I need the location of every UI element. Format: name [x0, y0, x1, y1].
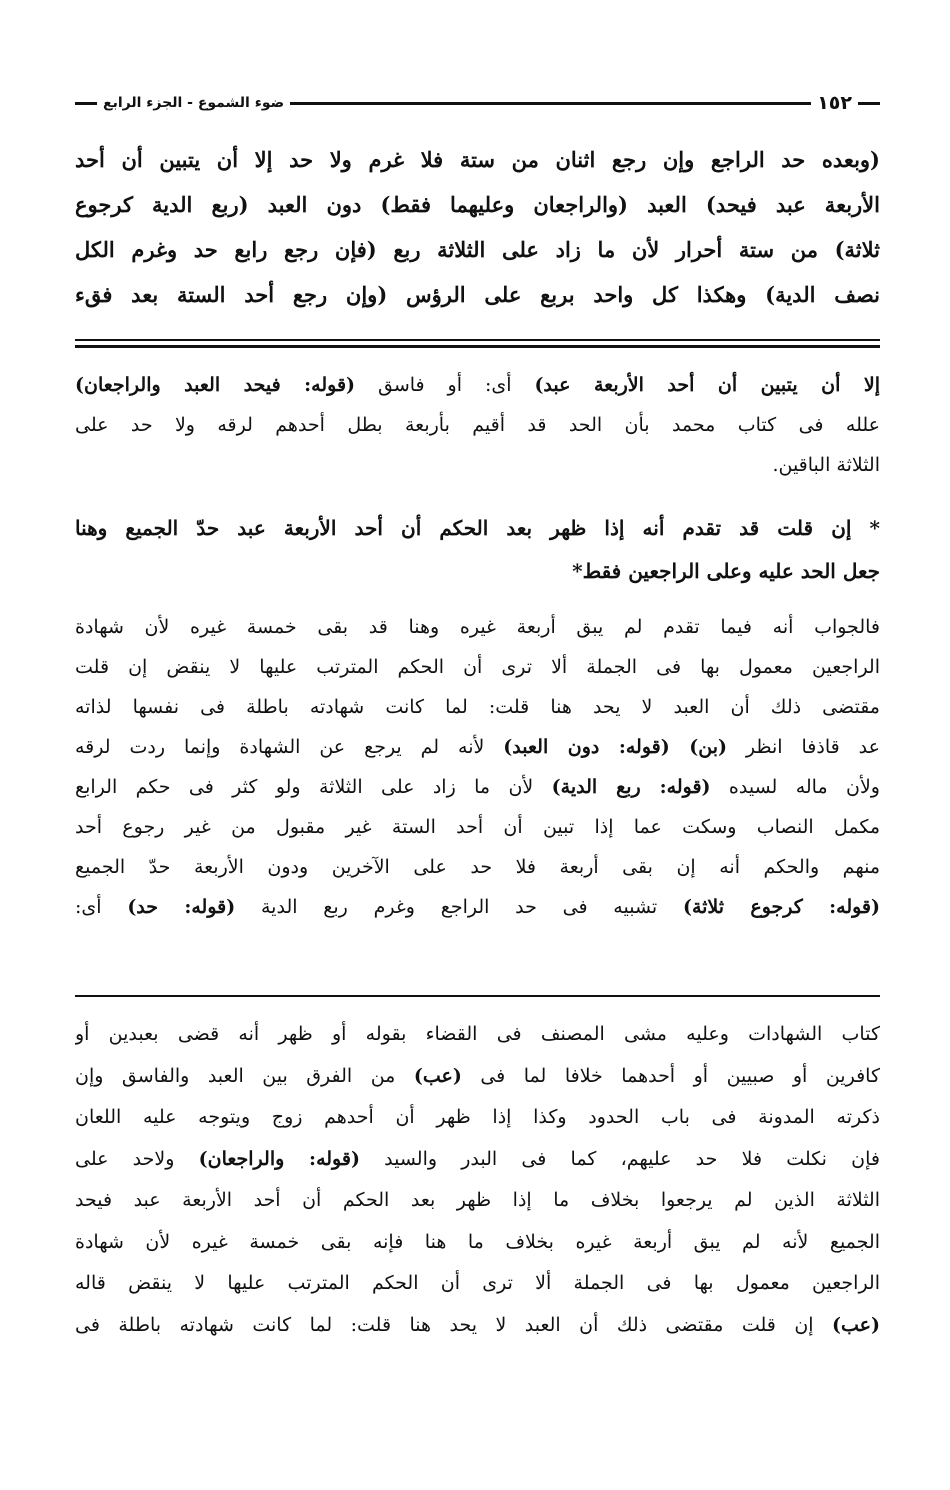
header-dash	[858, 102, 880, 105]
text-line	[75, 1139, 880, 1181]
bold-quote-segment: * إن قلت قد تقدم أنه إذا ظهر بعد الحكم أن أحد الأربعة عبد حدّ الجميع وهنا	[75, 516, 880, 540]
text-line	[75, 687, 880, 727]
commentary	[75, 365, 880, 927]
text-line	[75, 1180, 880, 1222]
page-number: ١٥٢	[817, 92, 852, 114]
page-header	[75, 90, 880, 116]
header-dash	[75, 102, 97, 105]
text-segment: علله فى كتاب محمد بأن الحد قد أقيم بأربعة بطل أحدهم لرقه ولا حد على	[75, 414, 880, 436]
text-segment: الراجعين معمول بها فى الجملة ألا ترى أن الحكم المترتب عليها لا ينقض إن قلت	[75, 656, 880, 678]
text-segment: لأن ما زاد على الثلاثة ولو كثر فى حكم الرابع	[75, 776, 552, 798]
text-line	[75, 807, 880, 847]
text-segment: الثلاثة الذين لم يرجعوا بخلاف ما إذا ظهر بعد الحكم أن أحد الأربعة عبد فيحد	[75, 1189, 880, 1211]
bold-quote-segment: (وبعده حد الراجع وإن رجع اثنان من ستة فلا غرم ولا حد إلا أن يتبين أن أحد	[75, 147, 880, 172]
text-segment: لأنه لم يرجع عن الشهادة وإنما ردت لرقه	[75, 736, 504, 758]
text-segment: أى:	[75, 896, 128, 918]
text-segment: تشبيه فى حد الراجع وغرم ربع الدية	[235, 896, 683, 918]
spacer	[75, 485, 880, 507]
running-title: ضوء الشموع - الجزء الرابع	[103, 95, 285, 111]
bold-quote-segment: الأربعة عبد فيحد) العبد (والراجعان وعليهما فقط) دون العبد (ربع الدية كرجوع	[75, 192, 880, 217]
text-line	[75, 607, 880, 647]
text-line	[75, 1305, 880, 1347]
text-line	[75, 272, 880, 317]
text-segment: كافرين أو صبيين أو أحدهما خلافا لما فى	[461, 1064, 880, 1087]
text-line	[75, 647, 880, 687]
text-segment: مقتضى ذلك أن العبد لا يحد هنا قلت: لما كانت شهادته باطلة فى نفسها لذاته	[75, 696, 880, 718]
text-segment: منهم والحكم أنه إن بقى أربعة فلا حد على الآخرين ودون الأربعة حدّ الجميع	[75, 856, 880, 878]
text-line	[75, 727, 880, 767]
text-segment: الراجعين معمول بها فى الجملة ألا ترى أن الحكم المترتب عليها لا ينقض قاله	[75, 1272, 880, 1294]
text-line	[75, 182, 880, 227]
text-segment: فالجواب أنه فيما تقدم لم يبق أربعة غيره وهنا قد بقى خمسة غيره لأن شهادة	[75, 616, 880, 638]
text-segment: الجميع لأنه لم يبق أربعة غيره بخلاف ما هنا فإنه بقى خمسة غيره لأن شهادة	[75, 1230, 880, 1253]
text-segment: مكمل النصاب وسكت عما إذا تبين أن أحد الستة غير مقبول من غير رجوع أحد	[75, 816, 880, 838]
text-segment: عد قاذفا انظر	[726, 736, 880, 758]
text-line	[75, 550, 880, 593]
bold-quote-segment: (قوله: فيحد العبد والراجعان)	[75, 374, 356, 396]
main-text	[75, 137, 880, 317]
text-line	[75, 1056, 880, 1098]
text-segment: ولأن ماله لسيده	[710, 776, 880, 798]
text-line	[75, 767, 880, 807]
text-line	[75, 1097, 880, 1139]
text-segment: أى: أو فاسق	[355, 374, 535, 396]
text-line	[75, 1222, 880, 1264]
double-rule-bottom	[75, 345, 880, 348]
text-line	[75, 365, 880, 405]
bold-quote-segment: (قوله: والراجعان)	[198, 1147, 360, 1170]
bold-quote-segment: (عب)	[832, 1313, 880, 1336]
text-segment: من الفرق بين العبد والفاسق وإن	[75, 1064, 414, 1087]
text-segment: ولاحد على	[75, 1147, 199, 1170]
footnote-rule	[75, 995, 880, 997]
text-line	[75, 405, 880, 445]
text-line	[75, 847, 880, 887]
footnote	[75, 1014, 880, 1346]
bold-quote-segment: (قوله: حد)	[127, 896, 236, 918]
text-line	[75, 887, 880, 927]
text-line	[75, 227, 880, 272]
text-segment: الثلاثة الباقين.	[772, 454, 880, 476]
text-line	[75, 1263, 880, 1305]
bold-quote-segment: ثلاثة) من ستة أحرار لأن ما زاد على الثلاثة ربع (فإن رجع رابع حد وغرم الكل	[75, 237, 880, 262]
header-rule	[290, 102, 811, 105]
double-rule-top	[75, 339, 880, 341]
text-segment: فإن نكلت فلا حد عليهم، كما فى البدر والسيد	[359, 1147, 880, 1170]
text-segment: ذكرته المدونة فى باب الحدود وكذا إذا ظهر أن أحدهم زوج ويتوجه عليه اللعان	[75, 1106, 880, 1128]
bold-quote-segment: (قوله: ربع الدية)	[551, 776, 711, 798]
text-line	[75, 445, 880, 485]
text-segment: كتاب الشهادات وعليه مشى المصنف فى القضاء بقوله أو ظهر أنه قضى بعبدين أو	[75, 1023, 880, 1045]
spacer	[75, 593, 880, 607]
bold-quote-segment: (عب)	[413, 1064, 462, 1087]
bold-quote-segment: (بن) (قوله: دون العبد)	[503, 736, 727, 758]
text-line	[75, 1014, 880, 1056]
bold-quote-segment: جعل الحد عليه وعلى الراجعين فقط*	[572, 559, 880, 583]
bold-quote-segment: نصف الدية) وهكذا كل واحد بربع على الرؤس (وإن رجع أحد الستة بعد فقء	[75, 282, 880, 307]
bold-quote-segment: إلا أن يتبين أن أحد الأربعة عبد)	[534, 374, 880, 396]
bold-quote-segment: (قوله: كرجوع ثلاثة)	[682, 896, 880, 918]
text-segment: إن قلت مقتضى ذلك أن العبد لا يحد هنا قلت: لما كانت شهادته باطلة فى	[75, 1313, 833, 1336]
text-line	[75, 507, 880, 550]
text-line	[75, 137, 880, 182]
